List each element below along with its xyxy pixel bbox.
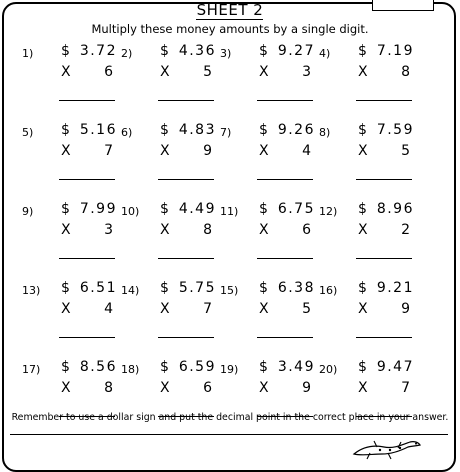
dollar-sign: $	[160, 43, 171, 59]
dollar-sign: $	[358, 43, 369, 59]
multiplier-digit: 6	[302, 222, 311, 238]
money-amount: 6.51	[79, 280, 117, 296]
problem-number: 8)	[319, 126, 331, 139]
problem-20	[319, 359, 418, 438]
answer-line	[158, 337, 214, 338]
money-amount: 5.16	[79, 122, 117, 138]
answer-line	[158, 100, 214, 101]
problem-15	[220, 280, 319, 359]
problem-number: 18)	[121, 363, 140, 376]
times-sign: X	[358, 64, 368, 80]
problem-number: 14)	[121, 284, 140, 297]
lizard-logo-icon	[350, 437, 424, 460]
dollar-sign: $	[259, 280, 270, 296]
times-sign: X	[358, 222, 368, 238]
title-underline	[196, 19, 263, 20]
multiplier-digit: 9	[401, 301, 410, 317]
money-amount: 8.56	[79, 359, 117, 375]
multiplier-digit: 7	[203, 301, 212, 317]
problem-13	[22, 280, 121, 359]
problem-1	[22, 43, 121, 122]
problem-number: 2)	[121, 47, 133, 60]
footer-divider	[10, 434, 448, 435]
answer-line	[356, 179, 412, 180]
money-amount: 9.26	[277, 122, 315, 138]
problem-16	[319, 280, 418, 359]
page-title: SHEET 2	[196, 1, 264, 19]
dollar-sign: $	[61, 43, 72, 59]
times-sign: X	[61, 222, 71, 238]
times-sign: X	[61, 301, 71, 317]
multiplier-digit: 5	[203, 64, 212, 80]
problem-number: 6)	[121, 126, 133, 139]
problem-number: 7)	[220, 126, 232, 139]
answer-line	[257, 179, 313, 180]
multiplier-digit: 4	[302, 143, 311, 159]
multiplier-digit: 8	[401, 64, 410, 80]
dollar-sign: $	[259, 43, 270, 59]
answer-line	[59, 337, 115, 338]
multiplier-digit: 5	[401, 143, 410, 159]
times-sign: X	[358, 143, 368, 159]
problem-number: 19)	[220, 363, 239, 376]
problem-7	[220, 122, 319, 201]
problem-18	[121, 359, 220, 438]
problem-2	[121, 43, 220, 122]
answer-line	[257, 100, 313, 101]
multiplier-digit: 3	[104, 222, 113, 238]
answer-line	[158, 258, 214, 259]
multiplier-digit: 6	[203, 380, 212, 396]
instructions: Multiply these money amounts by a single digit.	[91, 22, 369, 36]
money-amount: 7.99	[79, 201, 117, 217]
problem-number: 12)	[319, 205, 338, 218]
problem-number: 15)	[220, 284, 239, 297]
money-amount: 8.96	[376, 201, 414, 217]
multiplier-digit: 4	[104, 301, 113, 317]
times-sign: X	[259, 64, 269, 80]
problem-4	[319, 43, 418, 122]
problem-8	[319, 122, 418, 201]
dollar-sign: $	[160, 122, 171, 138]
dollar-sign: $	[358, 280, 369, 296]
multiplier-digit: 6	[104, 64, 113, 80]
dollar-sign: $	[61, 280, 72, 296]
money-amount: 7.19	[376, 43, 414, 59]
problem-number: 4)	[319, 47, 331, 60]
problem-number: 9)	[22, 205, 34, 218]
answer-line	[59, 179, 115, 180]
times-sign: X	[358, 380, 368, 396]
answer-line	[356, 100, 412, 101]
times-sign: X	[160, 222, 170, 238]
times-sign: X	[259, 301, 269, 317]
money-amount: 5.75	[178, 280, 216, 296]
answer-line	[257, 258, 313, 259]
times-sign: X	[160, 301, 170, 317]
problem-19	[220, 359, 319, 438]
dollar-sign: $	[259, 122, 270, 138]
problem-number: 11)	[220, 205, 239, 218]
times-sign: X	[61, 143, 71, 159]
problem-grid	[22, 43, 418, 438]
multiplier-digit: 8	[104, 380, 113, 396]
dollar-sign: $	[259, 201, 270, 217]
answer-line	[356, 337, 412, 338]
multiplier-digit: 7	[104, 143, 113, 159]
problem-6	[121, 122, 220, 201]
dollar-sign: $	[358, 359, 369, 375]
problem-11	[220, 201, 319, 280]
problem-number: 1)	[22, 47, 34, 60]
money-amount: 4.36	[178, 43, 216, 59]
dollar-sign: $	[358, 122, 369, 138]
answer-line	[59, 100, 115, 101]
dollar-sign: $	[61, 359, 72, 375]
multiplier-digit: 7	[401, 380, 410, 396]
times-sign: X	[61, 64, 71, 80]
dollar-sign: $	[160, 280, 171, 296]
multiplier-digit: 2	[401, 222, 410, 238]
multiplier-digit: 9	[203, 143, 212, 159]
money-amount: 4.83	[178, 122, 216, 138]
multiplier-digit: 5	[302, 301, 311, 317]
dollar-sign: $	[160, 201, 171, 217]
problem-12	[319, 201, 418, 280]
problem-3	[220, 43, 319, 122]
answer-line	[356, 258, 412, 259]
problem-number: 16)	[319, 284, 338, 297]
answer-line	[59, 258, 115, 259]
money-amount: 3.72	[79, 43, 117, 59]
times-sign: X	[160, 64, 170, 80]
dollar-sign: $	[61, 122, 72, 138]
money-amount: 9.47	[376, 359, 414, 375]
problem-14	[121, 280, 220, 359]
problem-number: 17)	[22, 363, 41, 376]
dollar-sign: $	[358, 201, 369, 217]
times-sign: X	[160, 143, 170, 159]
problem-17	[22, 359, 121, 438]
answer-line	[158, 179, 214, 180]
times-sign: X	[160, 380, 170, 396]
times-sign: X	[259, 222, 269, 238]
problem-number: 3)	[220, 47, 232, 60]
times-sign: X	[61, 380, 71, 396]
times-sign: X	[259, 143, 269, 159]
dollar-sign: $	[160, 359, 171, 375]
money-amount: 6.75	[277, 201, 315, 217]
problem-number: 5)	[22, 126, 34, 139]
money-amount: 7.59	[376, 122, 414, 138]
answer-line	[257, 337, 313, 338]
money-amount: 4.49	[178, 201, 216, 217]
money-amount: 9.21	[376, 280, 414, 296]
money-amount: 9.27	[277, 43, 315, 59]
problem-9	[22, 201, 121, 280]
dollar-sign: $	[61, 201, 72, 217]
problem-number: 20)	[319, 363, 338, 376]
multiplier-digit: 8	[203, 222, 212, 238]
multiplier-digit: 3	[302, 64, 311, 80]
problem-number: 10)	[121, 205, 140, 218]
reminder-text: Remember to use a dollar sign and put the decimal point in the correct place in your answer.	[11, 412, 449, 423]
times-sign: X	[259, 380, 269, 396]
problem-number: 13)	[22, 284, 41, 297]
money-amount: 3.49	[277, 359, 315, 375]
money-amount: 6.38	[277, 280, 315, 296]
money-amount: 6.59	[178, 359, 216, 375]
problem-10	[121, 201, 220, 280]
multiplier-digit: 9	[302, 380, 311, 396]
problem-5	[22, 122, 121, 201]
dollar-sign: $	[259, 359, 270, 375]
times-sign: X	[358, 301, 368, 317]
